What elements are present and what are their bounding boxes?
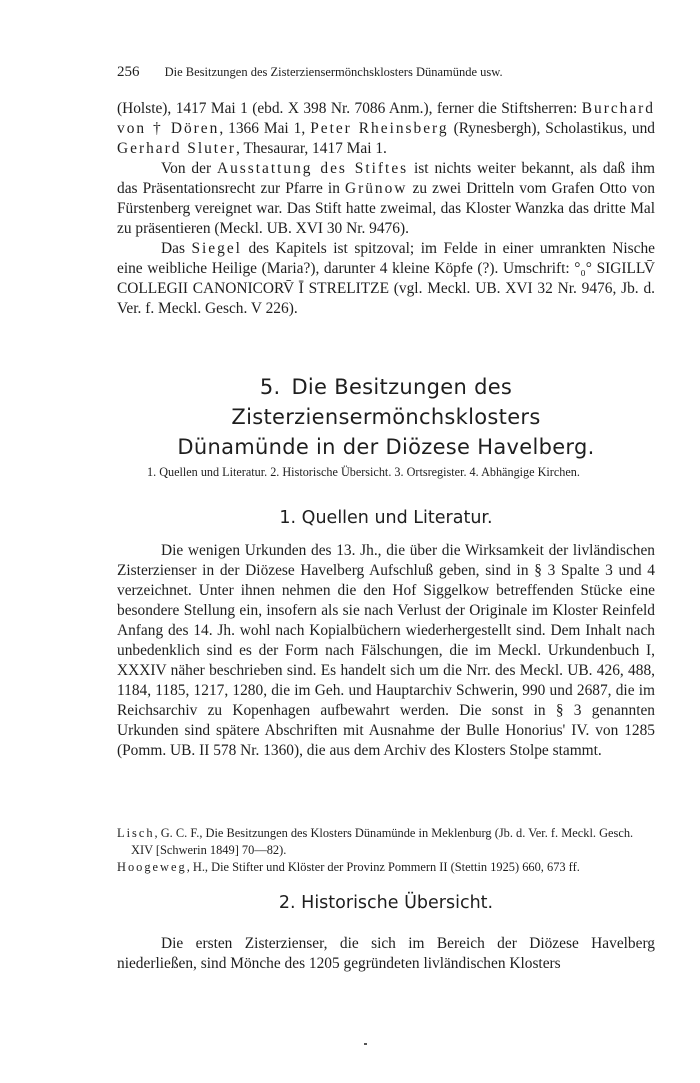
sources-text-block bbox=[117, 541, 655, 761]
paragraph-endowment: Von der Ausstattung des Stiftes ist nichts weiter bekannt, als daß ihm das Präsentationsrecht zur Pfarre in Grünow zu zwei Dritteln vom Grafen Otto von Fürstenberg vereignet war. Das Stift hatte zweimal, das Kloster Wanzka das dritte Mal zu präsentieren (Meckl. UB. XVI 30 Nr. 9476). bbox=[117, 160, 655, 237]
spaced-name: Burchard von † Dören bbox=[117, 100, 655, 137]
chapter-heading bbox=[117, 372, 655, 462]
page-number: 256 bbox=[117, 64, 140, 80]
chapter-contents: 1. Quellen und Literatur. 2. Historische Übersicht. 3. Ortsregister. 4. Abhängige Kirchen. bbox=[147, 465, 580, 479]
spaced-place: Grünow bbox=[344, 180, 408, 197]
paragraph-seal: Das Siegel des Kapitels ist spitzoval; im Felde in einer umrankten Nische eine weibliche Heilige (Maria?), darunter 4 kleine Köpfe (?). Umschrift: °₀° SIGILLV̄ COLLEGII CANONICORV̄ Ī STRELITZE (vgl. Meckl. UB. XVI 32 Nr. 9476, Jb. d. Ver. f. Meckl. Gesch. V 226). bbox=[117, 240, 655, 317]
literature-list bbox=[117, 825, 655, 876]
literature-author: Lisch bbox=[117, 826, 155, 840]
printer-mark bbox=[364, 1043, 367, 1045]
running-head bbox=[117, 64, 655, 81]
stift-text-block bbox=[117, 99, 655, 319]
literature-author: Hoogeweg bbox=[117, 860, 187, 874]
section-heading-history: 2. Historische Übersicht. bbox=[278, 893, 494, 913]
spaced-term: Siegel bbox=[191, 240, 242, 257]
paragraph-history: Die ersten Zisterzienser, die sich im Bereich der Diözese Havelberg niederließen, sind Mönche des 1205 gegründeten livländischen Klosters bbox=[117, 935, 655, 972]
history-text-block bbox=[117, 934, 655, 974]
literature-entry: Lisch, G. C. F., Die Besitzungen des Klosters Dünamünde in Meklenburg (Jb. d. Ver. f. Meckl. Gesch. XIV [Schwerin 1849] 70—82). bbox=[117, 826, 634, 857]
spaced-term: Ausstattung des Stiftes bbox=[216, 160, 409, 177]
spaced-name: Peter Rheinsberg bbox=[310, 120, 449, 137]
running-head-title: Die Besitzungen des Zisterziensermönchsklosters Dünamünde usw. bbox=[164, 65, 503, 79]
section-heading-sources: 1. Quellen und Literatur. bbox=[279, 508, 493, 528]
literature-entry: Hoogeweg, H., Die Stifter und Klöster der Provinz Pommern II (Stettin 1925) 660, 673 ff. bbox=[117, 860, 580, 874]
chapter-title-line-2: Dünamünde in der Diözese Havelberg. bbox=[177, 435, 595, 459]
paragraph-sources: Die wenigen Urkunden des 13. Jh., die über die Wirksamkeit der livländischen Zisterzienser in der Diözese Havelberg Aufschluß geben, sind in § 3 Spalte 3 und 4 verzeichnet. Unter ihnen nehmen die den Hof Siggelkow betreffenden Stücke eine besondere Stellung ein, insofern als sie nach Verlust der Originale im Kloster Reinfeld Anfang des 14. Jh. wohl nach Kopialbüchern wiederhergestellt sind. Dem Inhalt nach unbedenklich sind es der Form nach Fälschungen, die im Meckl. Urkundenbuch I, XXXIV näher beschrieben sind. Es handelt sich um die Nrr. des Meckl. UB. 426, 488, 1184, 1185, 1217, 1280, die im Geh. und Hauptarchiv Schwerin, 990 und 2687, die im Reichsarchiv zu Kopenhagen aufbewahrt werden. Die sonst in § 3 genannten Urkunden sind spätere Abschriften mit Ausnahme der Bulle Honorius' IV. von 1285 (Pomm. UB. II 578 Nr. 1360), die aus dem Archiv des Klosters Stolpe stammt. bbox=[117, 542, 655, 759]
chapter-title-line-1: Die Besitzungen des Zisterziensermönchsklosters bbox=[231, 375, 541, 429]
paragraph-staff: (Holste), 1417 Mai 1 (ebd. X 398 Nr. 7086 Anm.), ferner die Stiftsherren: Burchard von † Dören, 1366 Mai 1, Peter Rheinsberg (Rynesbergh), Scholastikus, und Gerhard Sluter, Thesaurar, 1417 Mai 1. bbox=[117, 100, 655, 157]
chapter-number: 5. bbox=[259, 375, 281, 399]
spaced-name: Gerhard Sluter bbox=[117, 140, 237, 157]
